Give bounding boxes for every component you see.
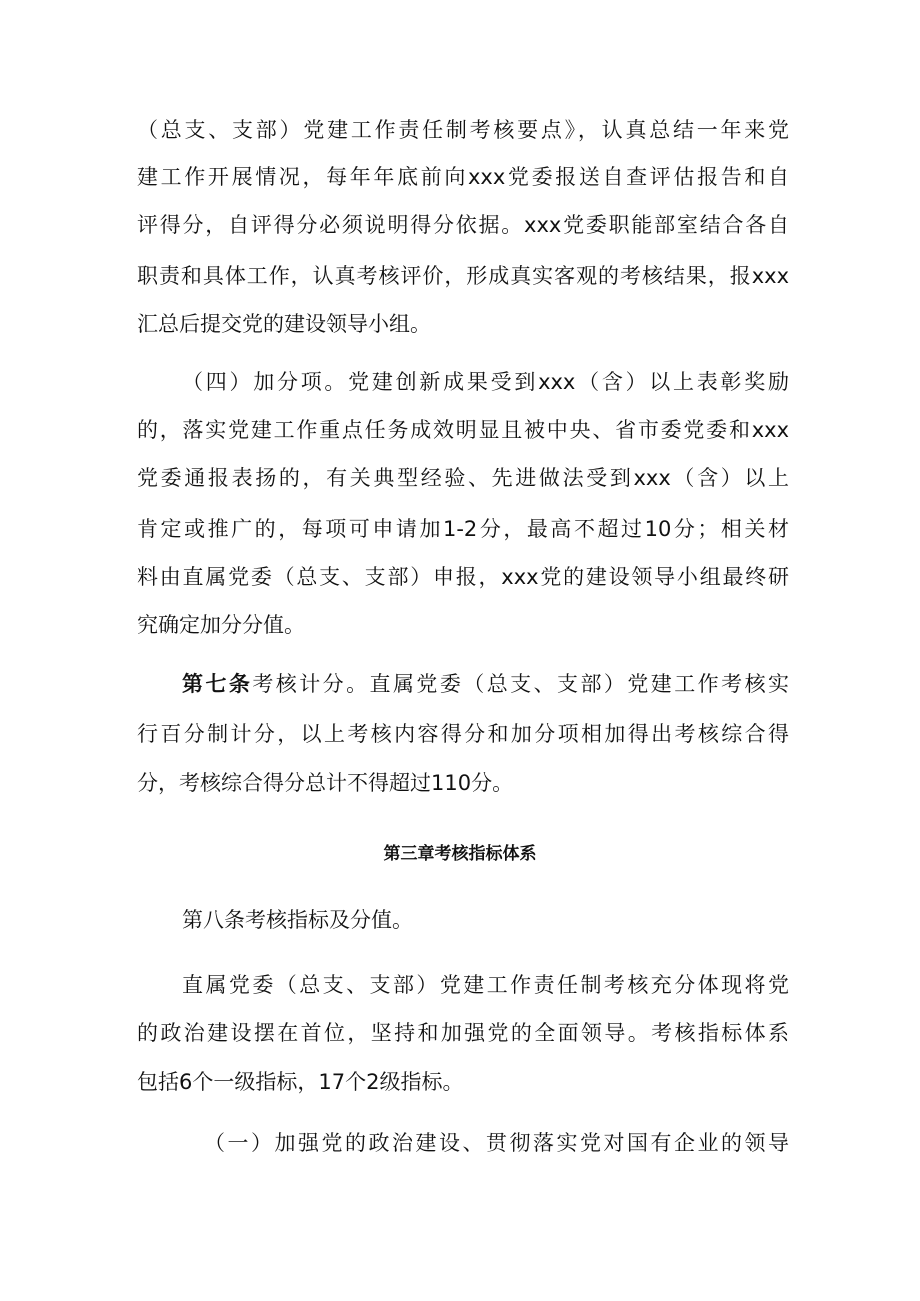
chapter-heading: 第三章考核指标体系 xyxy=(383,844,537,864)
para2-line1: （四）加分项。党建创新成果受到xxx（含）以上表彰奖励 xyxy=(182,370,789,394)
para2-line4: 肯定或推广的，每项可申请加1-2分，最高不超过10分；相关材 xyxy=(137,517,789,541)
para3-line1-text: 考核计分。直属党委（总支、支部）党建工作考核实 xyxy=(252,672,790,696)
article-label: 第七条 xyxy=(182,672,253,696)
para2-line6: 究确定加分分值。 xyxy=(137,613,305,637)
para2-line3: 党委通报表扬的，有关典型经验、先进做法受到xxx（含）以上 xyxy=(137,466,789,490)
para1-line4: 职责和具体工作，认真考核评价，形成真实客观的考核结果，报xxx xyxy=(137,264,789,288)
para1-line5: 汇总后提交党的建设领导小组。 xyxy=(137,312,431,336)
para5-line2: 的政治建设摆在首位，坚持和加强党的全面领导。考核指标体系 xyxy=(137,1021,789,1045)
para5-line1: 直属党委（总支、支部）党建工作责任制考核充分体现将党 xyxy=(182,973,789,997)
para4-line1: 第八条考核指标及分值。 xyxy=(182,908,413,932)
para1-line3: 评得分，自评得分必须说明得分依据。xxx党委职能部室结合各自 xyxy=(137,213,789,237)
para3-line1 xyxy=(182,669,789,699)
para5-line3: 包括6个一级指标，17个2级指标。 xyxy=(137,1070,464,1094)
para2-line2: 的，落实党建工作重点任务成效明显且被中央、省市委党委和xxx xyxy=(137,418,789,442)
para3-line2: 行百分制计分，以上考核内容得分和加分项相加得出考核综合得 xyxy=(137,722,789,746)
para1-line2: 建工作开展情况，每年年底前向xxx党委报送自查评估报告和自 xyxy=(137,165,789,189)
para1-line1: （总支、支部）党建工作责任制考核要点》，认真总结一年来党 xyxy=(137,118,789,142)
para3-line3: 分，考核综合得分总计不得超过110分。 xyxy=(137,771,514,795)
para2-line5: 料由直属党委（总支、支部）申报，xxx党的建设领导小组最终研 xyxy=(137,565,789,589)
para6-line1: （一）加强党的政治建设、贯彻落实党对国有企业的领导 xyxy=(204,1131,789,1155)
